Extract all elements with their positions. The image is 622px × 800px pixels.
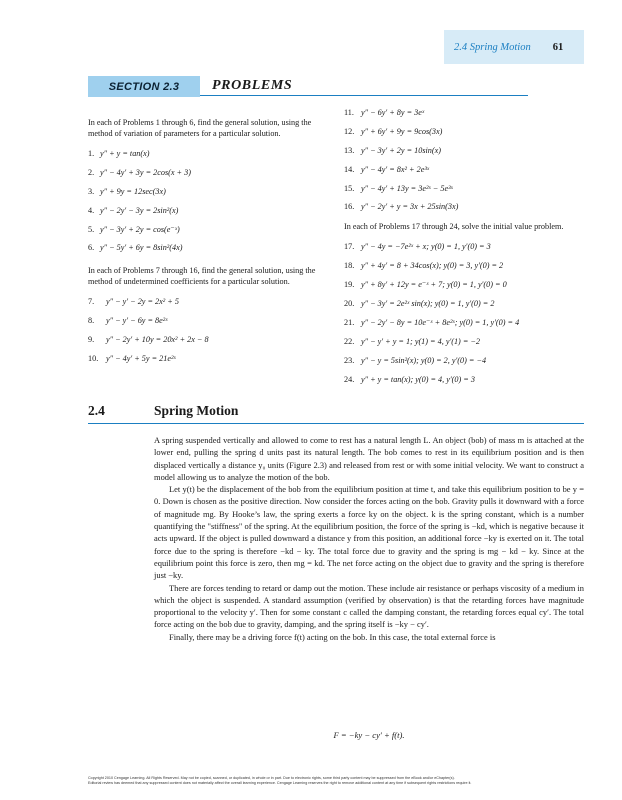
- problem-number: 5.: [88, 224, 95, 234]
- problem-item: [88, 242, 328, 261]
- problem-equation: y″ − y′ + y = 1; y(1) = 4, y′(1) = −2: [361, 336, 481, 346]
- problem-number: 18.: [344, 261, 355, 271]
- problem-number: 20.: [344, 299, 355, 309]
- problem-equation: y″ − 3y′ + 2y = cos(e⁻ˣ): [100, 224, 180, 234]
- problem-equation: y″ − 2y′ − 3y = 2sin²(x): [100, 205, 179, 215]
- problem-item: [88, 186, 328, 205]
- problem-equation: y″ − 2y′ − 8y = 10e⁻ˣ + 8e²ˣ; y(0) = 1, y′(0) = 4: [361, 317, 520, 327]
- copyright-line: Editorial review has deemed that any suppressed content does not materially affect the overall learning experience. Cengage Learning reserves the right to remove additional content at any time if subsequent rights restrictions require it.: [88, 781, 472, 786]
- problem-list: [344, 241, 574, 392]
- problem-number: 4.: [88, 205, 95, 215]
- problem-number: 14.: [344, 164, 355, 174]
- problem-item: [344, 107, 574, 126]
- problem-number: 8.: [88, 316, 95, 326]
- problem-equation: y″ − 6y′ + 8y = 3eˣ: [361, 108, 425, 117]
- problem-equation: y″ + y = tan(x): [100, 149, 150, 158]
- problem-item: [88, 296, 328, 315]
- problem-item: [88, 167, 328, 186]
- problem-item: [344, 336, 574, 355]
- problem-number: 22.: [344, 336, 355, 346]
- section-body: [154, 434, 584, 643]
- problem-equation: y″ − y = 5sin²(x); y(0) = 2, y′(0) = −4: [361, 355, 487, 365]
- problem-item: [344, 126, 574, 145]
- problems-intro: In each of Problems 7 through 16, find the general solution, using the method of undetermined coefficients for a particular solution.: [88, 266, 316, 287]
- section-title: PROBLEMS: [212, 78, 293, 93]
- section-number: 2.4: [88, 403, 105, 418]
- problems-left-column: [88, 117, 328, 372]
- problem-item: [88, 148, 328, 167]
- problem-item: [88, 205, 328, 224]
- problem-item: [344, 260, 574, 279]
- running-header-title: 2.4 Spring Motion: [454, 41, 531, 53]
- problem-number: 9.: [88, 335, 95, 345]
- problem-item: [344, 279, 574, 298]
- problem-number: 1.: [88, 149, 95, 158]
- body-paragraph: There are forces tending to retard or damp out the motion. These include air resistance or perhaps viscosity of a medium in which the object is suspended. A standard assumption (verified by observation) is that the retarding forces have magnitude proportional to the velocity y′. Then for some constant c called the damping constant, the retarding forces equal cy′. The total force acting on the bob due to gravity, damping, and the spring itself is −ky − cy′.: [154, 582, 584, 630]
- problem-number: 12.: [344, 126, 355, 136]
- problem-list: [88, 148, 328, 261]
- problem-equation: y″ − 2y′ + y = 3x + 25sin(3x): [361, 202, 459, 212]
- problem-item: [344, 374, 574, 393]
- problem-number: 17.: [344, 242, 355, 252]
- copyright-line: Copyright 2010 Cengage Learning. All Rights Reserved. May not be copied, scanned, or duplicated, in whole or in part. Due to electronic rights, some third party content may be suppressed from the eBook and/or eChapter(s).: [88, 776, 455, 780]
- problem-item: [88, 224, 328, 243]
- section-label: SECTION 2.3: [108, 80, 180, 93]
- problem-equation: y″ − 3y′ + 2y = 10sin(x): [361, 145, 441, 155]
- problem-item: [344, 317, 574, 336]
- problems-intro: In each of Problems 17 through 24, solve the initial value problem.: [344, 222, 564, 232]
- problem-equation: y″ − 4y = −7e²ˣ + x; y(0) = 1, y′(0) = 3: [361, 242, 491, 252]
- section-heading-rule: [88, 423, 584, 424]
- problem-equation: y″ + 4y′ = 8 + 34cos(x); y(0) = 3, y′(0) = 2: [361, 261, 504, 271]
- problem-item: [344, 241, 574, 260]
- force-equation: F = −ky − cy′ + f(t).: [333, 730, 405, 740]
- problem-number: 3.: [88, 186, 95, 196]
- problem-equation: y″ + y = tan(x); y(0) = 4, y′(0) = 3: [361, 374, 475, 384]
- problem-item: [88, 315, 328, 334]
- problem-number: 11.: [344, 108, 354, 117]
- running-header: [444, 30, 584, 64]
- problem-number: 23.: [344, 355, 355, 365]
- problems-intro: In each of Problems 1 through 6, find the general solution, using the method of variation of parameters for a particular solution.: [88, 118, 312, 138]
- problem-equation: y″ + 9y = 12sec(3x): [100, 186, 166, 196]
- problem-item: [88, 334, 328, 353]
- problem-number: 24.: [344, 374, 355, 384]
- problem-number: 2.: [88, 167, 95, 177]
- problem-equation: y″ − 4y′ + 13y = 3e²ˣ − 5e³ˣ: [361, 183, 453, 193]
- problem-number: 6.: [88, 243, 95, 253]
- problem-number: 13.: [344, 145, 355, 155]
- problem-item: [344, 183, 574, 202]
- problem-list: [88, 296, 328, 372]
- problems-right-column: [344, 107, 574, 392]
- problem-equation: y″ − 2y′ + 10y = 20x² + 2x − 8: [106, 335, 209, 345]
- problem-number: 7.: [88, 297, 95, 307]
- problem-equation: y″ − 5y′ + 6y = 8sin²(4x): [100, 243, 183, 253]
- section-label-box: [88, 76, 200, 97]
- problem-equation: y″ − 4y′ = 8x² + 2e³ˣ: [361, 164, 430, 174]
- problem-equation: y″ − y′ − 2y = 2x² + 5: [106, 297, 179, 307]
- body-paragraph: A spring suspended vertically and allowed to come to rest has a natural length L. An object (bob) of mass m is attached at the lower end, pulling the spring d units past its natural length. The bob comes to rest in its equilibrium position and is then displaced vertically a distance y₀ units (Figure 2.3) and released from rest or with some initial velocity. We want to construct a model allowing us to analyze the motion of the bob.: [154, 435, 584, 482]
- problem-item: [344, 164, 574, 183]
- problem-number: 15.: [344, 183, 355, 193]
- problem-equation: y″ − y′ − 6y = 8e²ˣ: [106, 316, 168, 326]
- problem-number: 16.: [344, 202, 355, 212]
- page-number: 61: [552, 41, 564, 53]
- copyright-footer: [88, 776, 588, 787]
- problem-number: 10.: [88, 354, 99, 364]
- problem-equation: y″ − 4y′ + 3y = 2cos(x + 3): [100, 167, 191, 177]
- problem-item: [344, 201, 574, 220]
- section-heading: Spring Motion: [154, 403, 239, 418]
- problem-equation: y″ − 3y′ = 2e²ˣ sin(x); y(0) = 1, y′(0) = 2: [361, 299, 495, 309]
- problem-item: [344, 355, 574, 374]
- body-paragraph: Let y(t) be the displacement of the bob from the equilibrium position at time t, and take this equilibrium position to be y = 0. Down is chosen as the positive direction. Now consider the forces acting on the bob. Gravity pulls it downward with a force of magnitude mg. By Hooke’s law, the spring exerts a force ky on the object. k is the spring constant, which is a number quantifying the "stiffness" of the spring. At the equilibrium position, the force of the spring is −kd, which is negative because it acts upward. If the object is pulled downward a distance y from this position, an additional force −ky is exerted on it. The total force due to the spring is therefore −kd − ky. The total force due to gravity and the spring is mg − kd − ky. Since at the equilibrium point this force is zero, then mg = kd. The net force acting on the object due to gravity and the spring is therefore just −ky.: [154, 484, 584, 581]
- problem-equation: y″ + 8y′ + 12y = e⁻ˣ + 7; y(0) = 1, y′(0) = 0: [361, 280, 507, 290]
- body-paragraph: Finally, there may be a driving force f(t) acting on the bob. In this case, the total external force is: [169, 631, 496, 642]
- problem-list: [344, 107, 574, 220]
- problem-equation: y″ − 4y′ + 5y = 21e²ˣ: [106, 354, 176, 364]
- problem-item: [344, 145, 574, 164]
- problem-item: [344, 298, 574, 317]
- problem-number: 19.: [344, 280, 355, 290]
- problem-equation: y″ + 6y′ + 9y = 9cos(3x): [361, 126, 443, 136]
- problem-number: 21.: [344, 317, 355, 327]
- problem-item: [88, 353, 328, 372]
